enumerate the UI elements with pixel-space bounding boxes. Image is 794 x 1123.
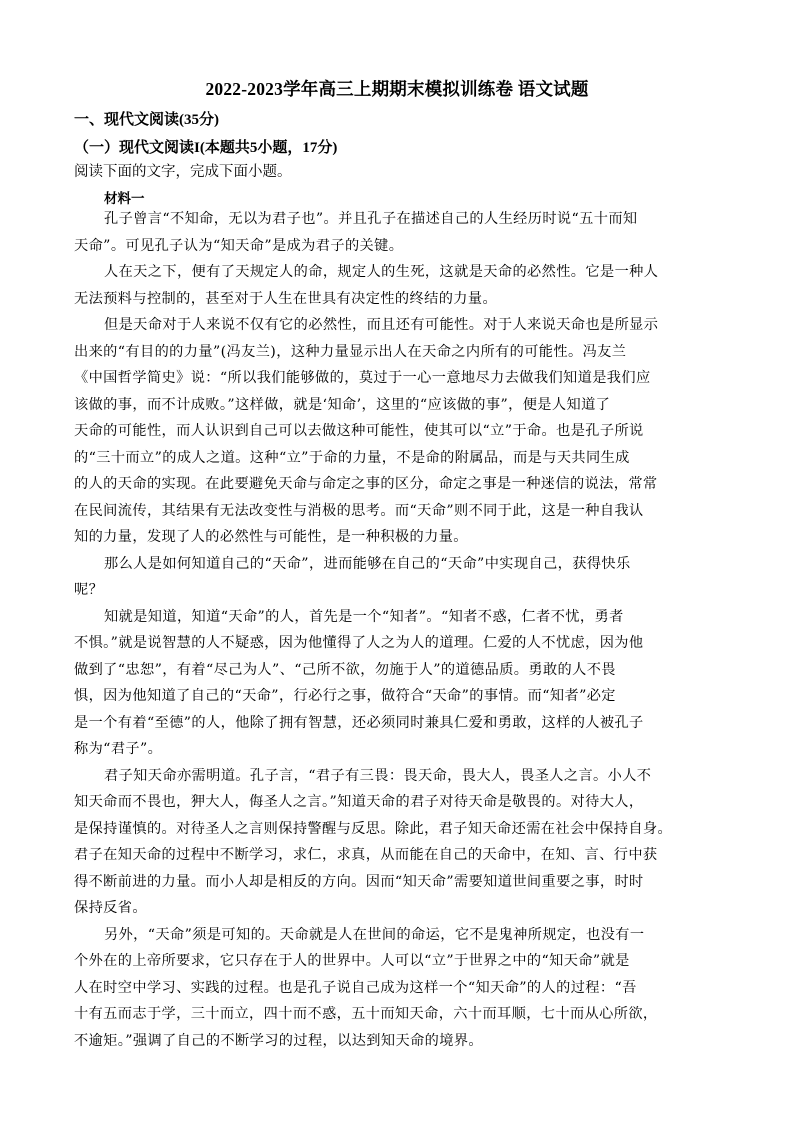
material-label: 材料一 [104, 191, 145, 207]
text-line: 得不断前进的力量。而小人却是相反的方向。因而“知天命”需要知道世间重要之事，时时 [74, 874, 644, 890]
text-line: 君子知天命亦需明道。孔子言，“君子有三畏：畏天命，畏大人，畏圣人之言。小人不 [104, 768, 652, 784]
text-line: 做到了“忠恕”，有着“尽己为人”、“己所不欲，勿施于人”的道德品质。勇敢的人不畏 [74, 662, 616, 678]
text-line: 不惧。”就是说智慧的人不疑惑，因为他懂得了人之为人的道理。仁爱的人不忧虑，因为他 [74, 635, 644, 651]
text-line: 的人的天命的实现。在此要避免天命与命定之事的区分，命定之事是一种迷信的说法，常常 [74, 476, 658, 492]
text-line: 出来的“有目的的力量”(冯友兰)，这种力量显示出人在天命之内所有的可能性。冯友兰 [74, 344, 627, 360]
text-line: 呢？ [74, 582, 104, 598]
text-line: 人在天之下，便有了天规定人的命，规定人的生死，这就是天命的必然性。它是一种人 [104, 264, 659, 280]
text-line: 另外，“天命”须是可知的。天命就是人在世间的命运，它不是鬼神所规定，也没有一 [104, 927, 645, 943]
instruction-text: 阅读下面的文字，完成下面小题。 [74, 164, 292, 180]
text-line: 君子在知天命的过程中不断学习，求仁，求真，从而能在自己的天命中，在知、言、行中获 [74, 847, 658, 863]
text-line: 该做的事，而不计成败。”这样做，就是‘知命’，这里的“应该做的事”，便是人知道了 [74, 397, 611, 413]
exam-title: 2022-2023学年高三上期期末模拟训练卷 语文试题 [205, 79, 589, 99]
text-line: 保持反省。 [74, 900, 147, 916]
text-line: 知就是知道，知道“天命”的人，首先是一个“知者”。“知者不惑，仁者不忧，勇者 [104, 609, 624, 625]
text-line: 称为“君子”。 [74, 741, 163, 757]
text-line: 天命的可能性，而人认识到自己可以去做这种可能性，使其可以“立”于命。也是孔子所说 [74, 423, 644, 439]
text-line: 是保持谨慎的。对待圣人之言则保持警醒与反思。除此，君子知天命还需在社会中保持自身。 [74, 821, 673, 837]
text-line: 知天命而不畏也，狎大人，侮圣人之言。”知道天命的君子对待天命是敬畏的。对待大人， [74, 794, 644, 810]
text-line: 十有五而志于学，三十而立，四十而不惑，五十而知天命，六十而耳顺，七十而从心所欲， [74, 1006, 658, 1022]
text-line: 《中国哲学简史》说：“所以我们能够做的，莫过于一心一意地尽力去做我们知道是我们应 [74, 370, 651, 386]
text-line: 知的力量，发现了人的必然性与可能性，是一种积极的力量。 [74, 529, 468, 545]
text-line: 天命”。可见孔子认为“知天命”是成为君子的关键。 [74, 238, 404, 254]
text-line: 人在时空中学习、实践的过程。也是孔子说自己成为这样一个“知天命”的人的过程：“吾 [74, 980, 637, 996]
text-line: 但是天命对于人来说不仅有它的必然性，而且还有可能性。对于人来说天命也是所显示 [104, 317, 659, 333]
text-line: 不逾矩。”强调了自己的不断学习的过程，以达到知天命的境界。 [74, 1033, 484, 1049]
text-line: 无法预料与控制的，甚至对于人生在世具有决定性的终结的力量。 [74, 291, 498, 307]
text-line: 的“三十而立”的成人之道。这种“立”于命的力量，不是命的附属品，而是与天共同生成 [74, 450, 630, 466]
text-line: 在民间流传，其结果有无法改变性与消极的思考。而“天命”则不同于此，这是一种自我认 [74, 503, 644, 519]
section-heading: 一、现代文阅读(35分) [74, 112, 219, 128]
text-line: 是一个有着“至德”的人，他除了拥有智慧，还必须同时兼具仁爱和勇敢，这样的人被孔子 [74, 715, 644, 731]
text-line: 那么人是如何知道自己的“天命”，进而能够在自己的“天命”中实现自己，获得快乐 [104, 556, 631, 572]
text-line: 孔子曾言“不知命，无以为君子也”。并且孔子在描述自己的人生经历时说“五十而知 [104, 211, 638, 227]
text-line: 个外在的上帝所要求，它只存在于人的世界中。人可以“立”于世界之中的“知天命”就是 [74, 953, 630, 969]
subsection-heading: （一）现代文阅读I(本题共5小题，17分) [74, 140, 338, 156]
text-line: 惧，因为他知道了自己的“天命”，行必行之事，做符合“天命”的事情。而“知者”必定 [74, 688, 616, 704]
